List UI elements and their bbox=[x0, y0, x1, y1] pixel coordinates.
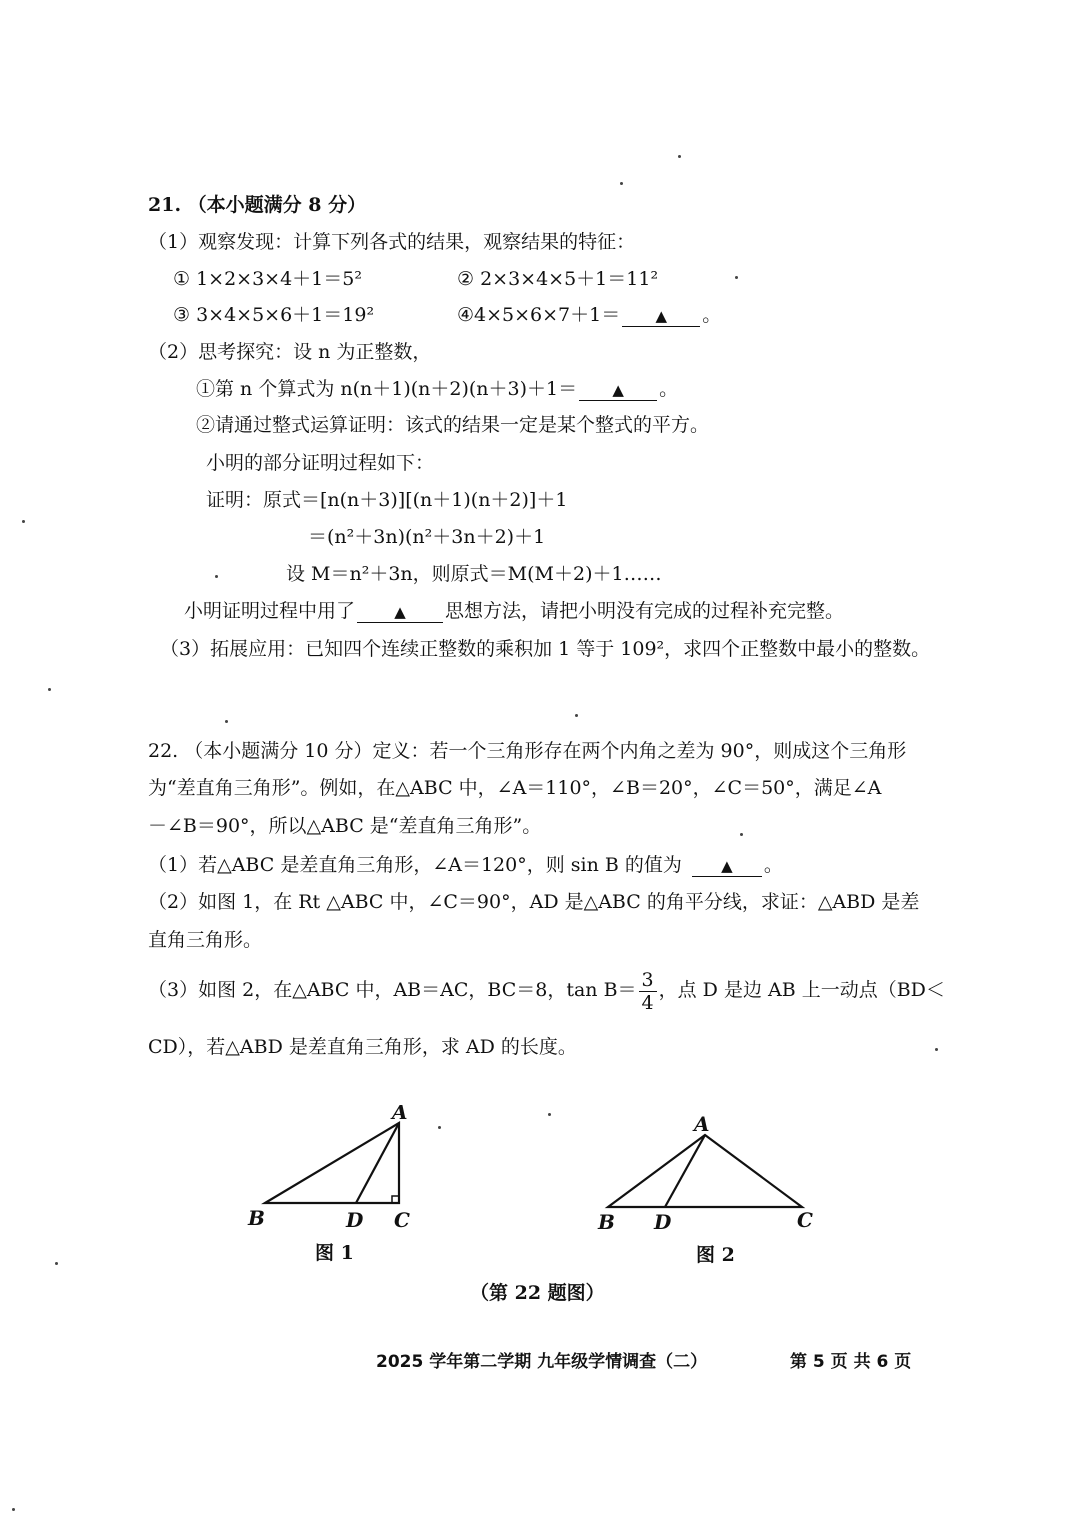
q22-part3-line1 bbox=[148, 968, 945, 1014]
answer-blank[interactable] bbox=[692, 855, 762, 877]
q22-part1 bbox=[148, 852, 783, 878]
q21-part1-intro: （1）观察发现：计算下列各式的结果，观察结果的特征： bbox=[148, 231, 636, 253]
footer-page-number: 第 5 页 共 6 页 bbox=[790, 1352, 912, 1372]
period: 。 bbox=[702, 304, 722, 326]
blank-triangle-icon: ▲ bbox=[612, 381, 624, 399]
fig2-label-d: D bbox=[654, 1210, 672, 1234]
q21-header: 21. （本小题满分 8 分） bbox=[148, 194, 367, 216]
fraction-denominator: 4 bbox=[641, 991, 654, 1014]
q21-part2-b: ②请通过整式运算证明：该式的结果一定是某个整式的平方。 bbox=[196, 414, 710, 436]
fig1-caption: 图 1 bbox=[315, 1242, 354, 1264]
answer-blank[interactable] bbox=[579, 379, 657, 401]
q21-part2-d-post: 思想方法，请把小明没有完成的过程补充完整。 bbox=[445, 600, 845, 622]
q21-eq2: ② 2×3×4×5＋1＝11² bbox=[457, 268, 659, 290]
scan-speck bbox=[12, 1508, 15, 1511]
fraction-three-quarters bbox=[639, 969, 657, 1014]
q22-part3-post: ，点 D 是边 AB 上一动点（BD＜ bbox=[658, 979, 945, 1001]
blank-triangle-icon: ▲ bbox=[721, 857, 733, 875]
q21-eq3: ③ 3×4×5×6＋1＝19² bbox=[173, 304, 375, 326]
q21-part2-c: 小明的部分证明过程如下： bbox=[206, 452, 435, 474]
blank-triangle-icon: ▲ bbox=[394, 603, 406, 621]
scan-speck bbox=[678, 155, 681, 158]
fig1-label-c: C bbox=[394, 1208, 410, 1232]
q22-part2-line2: 直角三角形。 bbox=[148, 929, 263, 951]
fig1-label-b: B bbox=[248, 1206, 265, 1230]
period: 。 bbox=[763, 854, 783, 876]
period: 。 bbox=[659, 378, 679, 400]
answer-blank[interactable] bbox=[357, 601, 443, 623]
q22-line1: 22. （本小题满分 10 分）定义：若一个三角形存在两个内角之差为 90°，则成这个三角形 bbox=[148, 740, 907, 762]
q21-eq1: ① 1×2×3×4＋1＝5² bbox=[173, 268, 362, 290]
q21-part3: （3）拓展应用：已知四个连续正整数的乘积加 1 等于 109²，求四个正整数中最小的整数。 bbox=[160, 638, 931, 660]
blank-triangle-icon: ▲ bbox=[655, 307, 668, 325]
figure-2 bbox=[590, 1105, 830, 1235]
fig2-label-c: C bbox=[797, 1208, 813, 1232]
scan-speck bbox=[740, 833, 743, 836]
q22-part1-text: （1）若△ABC 是差直角三角形，∠A＝120°，则 sin B 的值为 bbox=[148, 854, 682, 876]
figure-1 bbox=[240, 1105, 430, 1235]
footer-title: 2025 学年第二学期 九年级学情调查（二） bbox=[376, 1352, 708, 1372]
scan-speck bbox=[935, 1048, 938, 1051]
fig2-triangle bbox=[608, 1135, 802, 1207]
fig2-caption: 图 2 bbox=[696, 1244, 735, 1266]
q22-part3-line2: CD），若△ABD 是差直角三角形，求 AD 的长度。 bbox=[148, 1036, 577, 1058]
figure-group-caption: （第 22 题图） bbox=[470, 1282, 605, 1304]
q21-part2-a bbox=[196, 376, 678, 402]
scan-speck bbox=[548, 1113, 551, 1116]
scan-speck bbox=[55, 1262, 58, 1265]
scan-speck bbox=[620, 182, 623, 185]
fig1-label-a: A bbox=[392, 1105, 408, 1124]
q21-eq4 bbox=[457, 302, 721, 328]
q21-part2-a-text: ①第 n 个算式为 n(n＋1)(n＋2)(n＋3)＋1＝ bbox=[196, 378, 578, 400]
fig2-label-a: A bbox=[694, 1112, 710, 1136]
q21-part2-intro: （2）思考探究：设 n 为正整数， bbox=[148, 341, 432, 363]
fig1-triangle bbox=[265, 1123, 399, 1203]
fig2-segment-ad bbox=[665, 1135, 705, 1207]
scan-speck bbox=[215, 575, 218, 578]
fig1-label-d: D bbox=[346, 1208, 364, 1232]
q21-part2-d-pre: 小明证明过程中用了 bbox=[184, 600, 356, 622]
q21-eq4-text: ④4×5×6×7＋1＝ bbox=[457, 304, 621, 326]
answer-blank[interactable] bbox=[622, 305, 700, 327]
scan-speck bbox=[225, 720, 228, 723]
scan-speck bbox=[22, 520, 25, 523]
fig2-label-b: B bbox=[598, 1210, 615, 1234]
q22-part3-pre: （3）如图 2，在△ABC 中，AB＝AC，BC＝8，tan B＝ bbox=[148, 979, 637, 1001]
scan-speck bbox=[438, 1126, 441, 1129]
q22-line3: －∠B＝90°，所以△ABC 是“差直角三角形”。 bbox=[148, 815, 542, 837]
q22-part2-line1: （2）如图 1，在 Rt △ABC 中，∠C＝90°，AD 是△ABC 的角平分线，求证：△ABD 是差 bbox=[148, 891, 920, 913]
scan-speck bbox=[48, 688, 51, 691]
scan-speck bbox=[735, 276, 738, 279]
q21-part2-d bbox=[184, 598, 844, 624]
fraction-numerator: 3 bbox=[639, 969, 657, 992]
q21-proof-line3: 设 M＝n²＋3n，则原式＝M(M＋2)＋1…… bbox=[286, 563, 662, 585]
q21-proof-line2: ＝(n²＋3n)(n²＋3n＋2)＋1 bbox=[308, 526, 546, 548]
q22-line2: 为“差直角三角形”。例如，在△ABC 中，∠A＝110°，∠B＝20°，∠C＝50°，满足∠A bbox=[148, 777, 882, 799]
scan-speck bbox=[575, 714, 578, 717]
q21-proof-line1: 证明：原式＝[n(n＋3)][(n＋1)(n＋2)]＋1 bbox=[206, 489, 568, 511]
